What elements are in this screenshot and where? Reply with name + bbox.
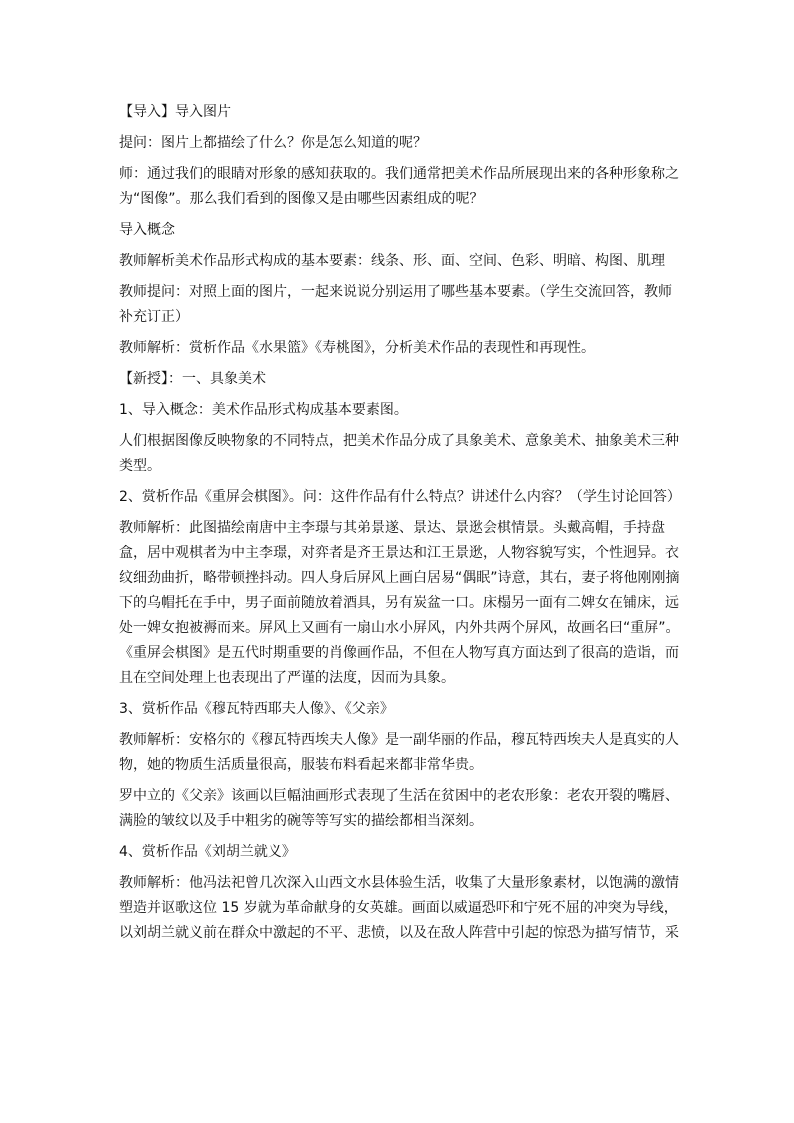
- paragraph: 教师解析：此图描绘南唐中主李璟与其弟景遂、景达、景逖会棋情景。头戴高帽，手持盘盒，居中观棋者为中主李璟，对弈者是齐王景达和江王景逖，人物容貌写实，个性迥异。衣纹细劲曲折，略带顿挫抖动。四人身后屏风上画白居易“偶眠”诗意，其右，妻子将他刚刚摘下的乌帽托在手中，男子面前随放着酒具，另有炭盆一口。床榻另一面有二婢女在铺床，远处一婢女抱被褥而来。屏风上又画有一扇山水小屏风，内外共两个屏风，故画名曰“重屏”。《重屏会棋图》是五代时期重要的肖像画作品，不但在人物写真方面达到了很高的造诣，而且在空间处理上也表现出了严谨的法度，因而为具象。: [119, 520, 680, 686]
- paragraph: 人们根据图像反映物象的不同特点，把美术作品分成了具象美术、意象美术、抽象美术三种类型。: [119, 433, 679, 474]
- paragraph: 2、赏析作品《重屏会棋图》。问：这件作品有什么特点？讲述什么内容？（学生讨论回答）: [119, 489, 681, 505]
- paragraph: 4、赏析作品《刘胡兰就义》: [119, 844, 296, 860]
- section-heading-intro: 【导入】导入图片: [119, 104, 231, 120]
- paragraph: 教师解析：安格尔的《穆瓦特西埃夫人像》是一副华丽的作品，穆瓦特西埃夫人是真实的人物，她的物质生活质量很高，服装布料看起来都非常华贵。: [119, 732, 679, 773]
- paragraph: 罗中立的《父亲》该画以巨幅油画形式表现了生活在贫困中的老农形象：老农开裂的嘴唇、满脸的皱纹以及手中粗劣的碗等等写实的描绘都相当深刻。: [119, 788, 679, 829]
- paragraph: 提问：图片上都描绘了什么？你是怎么知道的呢？: [119, 135, 427, 151]
- paragraph: 1、导入概念：美术作品形式构成基本要素图。: [119, 402, 408, 418]
- paragraph: 教师提问：对照上面的图片，一起来说说分别运用了哪些基本要素。（学生交流回答，教师补充订正）: [119, 284, 672, 325]
- paragraph: 教师解析：他冯法祀曾几次深入山西文水县体验生活，收集了大量形象素材，以饱满的激情塑造并讴歌这位 15 岁就为革命献身的女英雄。画面以威逼恐吓和宁死不屈的冲突为导线，以刘胡兰就义前在群众中激起的不平、悲愤，以及在敌人阵营中引起的惊恐为描写情节，采: [119, 875, 679, 941]
- document-body: [119, 100, 681, 952]
- section-heading-new: 【新授】：一、具象美术: [119, 371, 266, 387]
- paragraph: 师：通过我们的眼睛对形象的感知获取的。我们通常把美术作品所展现出来的各种形象称之为“图像”。那么我们看到的图像又是由哪些因素组成的呢？: [119, 166, 679, 207]
- paragraph: 教师解析：赏析作品《水果篮》《寿桃图》，分析美术作品的表现性和再现性。: [119, 340, 595, 356]
- paragraph: 3、赏析作品《穆瓦特西耶夫人像》、《父亲》: [119, 701, 394, 717]
- paragraph: 教师解析美术作品形式构成的基本要素：线条、形、面、空间、色彩、明暗、构图、肌理: [119, 253, 665, 269]
- paragraph: 导入概念: [119, 222, 175, 238]
